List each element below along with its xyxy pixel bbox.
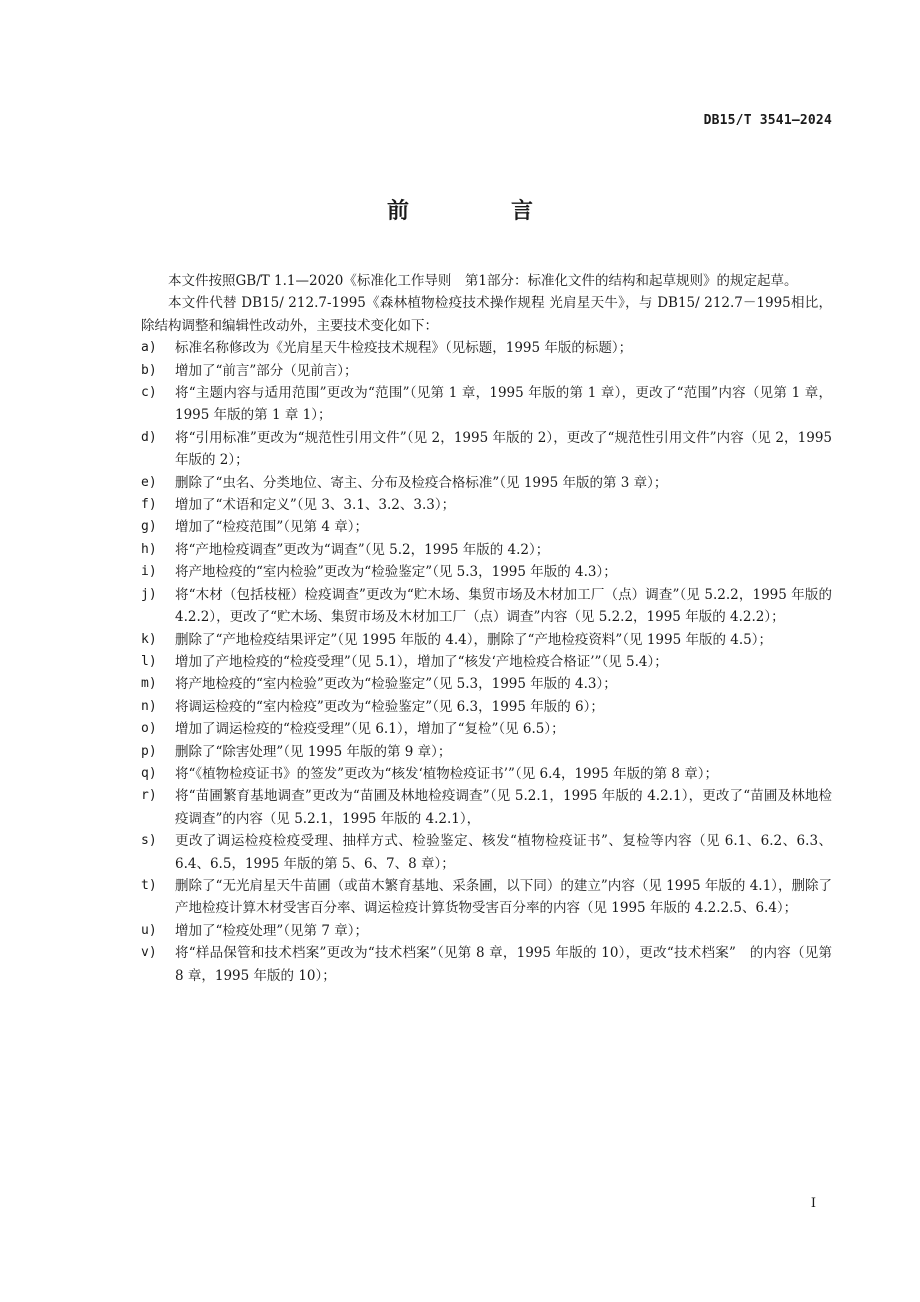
list-item-text: 增加了“前言”部分（见前言）； bbox=[175, 362, 358, 379]
intro-paragraph-2: 本文件代替 DB15/ 212.7-1995《森林植物检疫技术操作规程 光肩星天牛》，与 DB15/ 212.7－1995相比，除结构调整和编辑性改动外，主要技术变化如下： bbox=[141, 295, 832, 334]
list-item-marker: o) bbox=[141, 721, 157, 737]
list-item-text: 将“《植物检疫证书》的签发”更改为“核发‘植物检疫证书’”（见 6.4，1995 年版的第 8 章）； bbox=[175, 765, 719, 782]
list-item bbox=[141, 718, 832, 740]
list-item bbox=[141, 427, 832, 472]
list-item bbox=[141, 516, 832, 538]
list-item-text: 将“产地检疫调查”更改为“调查”（见 5.2，1995 年版的 4.2）； bbox=[175, 541, 550, 558]
list-item-text: 删除了“产地检疫结果评定”（见 1995 年版的 4.4），删除了“产地检疫资料”（见 1995 年版的 4.5）； bbox=[175, 631, 773, 648]
list-item bbox=[141, 696, 832, 718]
list-item-text: 将调运检疫的“室内检疫”更改为“检验鉴定”（见 6.3，1995 年版的 6）； bbox=[175, 698, 604, 715]
list-item-text: 标准名称修改为《光肩星天牛检疫技术规程》（见标题，1995 年版的标题）； bbox=[175, 340, 633, 357]
list-item-marker: v) bbox=[141, 945, 157, 961]
list-item bbox=[141, 360, 832, 382]
list-item bbox=[141, 673, 832, 695]
list-item-marker: g) bbox=[141, 519, 157, 535]
document-code: DB15/T 3541—2024 bbox=[703, 113, 832, 128]
list-item-marker: m) bbox=[141, 676, 157, 692]
list-item bbox=[141, 472, 832, 494]
list-item-text: 删除了“虫名、分类地位、寄主、分布及检疫合格标准”（见 1995 年版的第 3 章）； bbox=[175, 474, 668, 491]
list-item-marker: u) bbox=[141, 922, 157, 938]
list-item-marker: r) bbox=[141, 788, 157, 804]
list-item-marker: n) bbox=[141, 698, 157, 714]
list-item-text: 将“引用标准”更改为“规范性引用文件”（见 2，1995 年版的 2），更改了“规范性引用文件”内容（见 2，1995 年版的 2）； bbox=[175, 429, 832, 469]
list-item-marker: j) bbox=[141, 586, 157, 602]
list-item-text: 将“样品保管和技术档案”更改为“技术档案”（见第 8 章，1995 年版的 10），更改“技术档案” 的内容（见第 8 章，1995 年版的 10）； bbox=[175, 945, 832, 984]
page-title: 前 言 bbox=[386, 199, 573, 224]
list-item bbox=[141, 942, 832, 987]
list-item-text: 删除了“除害处理”（见 1995 年版的第 9 章）； bbox=[175, 743, 452, 760]
list-item-marker: d) bbox=[141, 429, 157, 445]
list-item-text: 将“主题内容与适用范围”更改为“范围”（见第 1 章，1995 年版的第 1 章），更改了“范围”内容（见第 1 章，1995 年版的第 1 章 1）； bbox=[175, 385, 832, 424]
list-item-marker: l) bbox=[141, 653, 157, 669]
list-item-text: 增加了“术语和定义”（见 3、3.1、3.2、3.3）； bbox=[175, 497, 456, 514]
intro-paragraph-1: 本文件按照GB/T 1.1—2020《标准化工作导则 第1部分：标准化文件的结构和起草规则》的规定起草。 bbox=[168, 273, 798, 289]
list-item-marker: p) bbox=[141, 743, 157, 759]
list-item bbox=[141, 382, 832, 427]
list-item-text: 增加了“检疫范围”（见第 4 章）； bbox=[175, 519, 368, 536]
list-item bbox=[141, 494, 832, 516]
list-item bbox=[141, 539, 832, 561]
list-item bbox=[141, 830, 832, 875]
document-body bbox=[141, 270, 832, 987]
list-item-marker: e) bbox=[141, 474, 157, 490]
list-item-text: 更改了调运检疫检疫受理、抽样方式、检验鉴定、核发“植物检疫证书”、复检等内容（见 6.1、6.2、6.3、6.4、6.5，1995 年版的第 5、6、7、8 章）； bbox=[175, 833, 832, 872]
list-item bbox=[141, 875, 832, 920]
list-item bbox=[141, 741, 832, 763]
list-item bbox=[141, 651, 832, 673]
list-item-text: 增加了“检疫处理”（见第 7 章）； bbox=[175, 922, 368, 939]
list-item-text: 增加了产地检疫的“检疫受理”（见 5.1），增加了“核发‘产地检疫合格证’”（见 5.4）； bbox=[175, 653, 668, 670]
list-item-text: 删除了“无光肩星天牛苗圃（或苗木繁育基地、采条圃，以下同）的建立”内容（见 1995 年版的 4.1），删除了产地检疫计算木材受害百分率、调运检疫计算货物受害百分率的内容（见 1995 年版的 4.2.2.5、6.4）； bbox=[175, 877, 832, 917]
list-item-marker: t) bbox=[141, 877, 157, 893]
list-item bbox=[141, 561, 832, 583]
page-number: I bbox=[810, 1196, 816, 1211]
list-item bbox=[141, 763, 832, 785]
list-item-text: 将“苗圃繁育基地调查”更改为“苗圃及林地检疫调查”（见 5.2.1，1995 年版的 4.2.1），更改了“苗圃及林地检疫调查”的内容（见 5.2.1，1995 年版的 4.2.1）， bbox=[175, 788, 832, 827]
list-item-text: 将产地检疫的“室内检验”更改为“检验鉴定”（见 5.3，1995 年版的 4.3）； bbox=[175, 676, 617, 693]
list-item bbox=[141, 337, 832, 359]
list-item bbox=[141, 785, 832, 830]
list-item-marker: q) bbox=[141, 765, 157, 781]
list-item-text: 增加了调运检疫的“检疫受理”（见 6.1），增加了“复检”（见 6.5）； bbox=[175, 721, 565, 738]
list-item bbox=[141, 920, 832, 942]
list-item bbox=[141, 584, 832, 629]
list-item-text: 将产地检疫的“室内检验”更改为“检验鉴定”（见 5.3，1995 年版的 4.3）； bbox=[175, 564, 617, 581]
list-item-marker: s) bbox=[141, 833, 157, 849]
list-item-marker: h) bbox=[141, 541, 157, 557]
list-item-marker: f) bbox=[141, 497, 157, 513]
change-list bbox=[141, 337, 832, 987]
list-item-marker: i) bbox=[141, 564, 157, 580]
list-item-marker: c) bbox=[141, 385, 157, 401]
list-item-marker: a) bbox=[141, 340, 157, 356]
list-item bbox=[141, 629, 832, 651]
list-item-marker: k) bbox=[141, 631, 157, 647]
list-item-marker: b) bbox=[141, 362, 157, 378]
list-item-text: 将“木材（包括枝桠）检疫调查”更改为“贮木场、集贸市场及木材加工厂（点）调查”（见 5.2.2，1995 年版的 4.2.2），更改了“贮木场、集贸市场及木材加工厂（点）调查”内容（见 5.2.2，1995 年版的 4.2.2）； bbox=[175, 586, 832, 626]
